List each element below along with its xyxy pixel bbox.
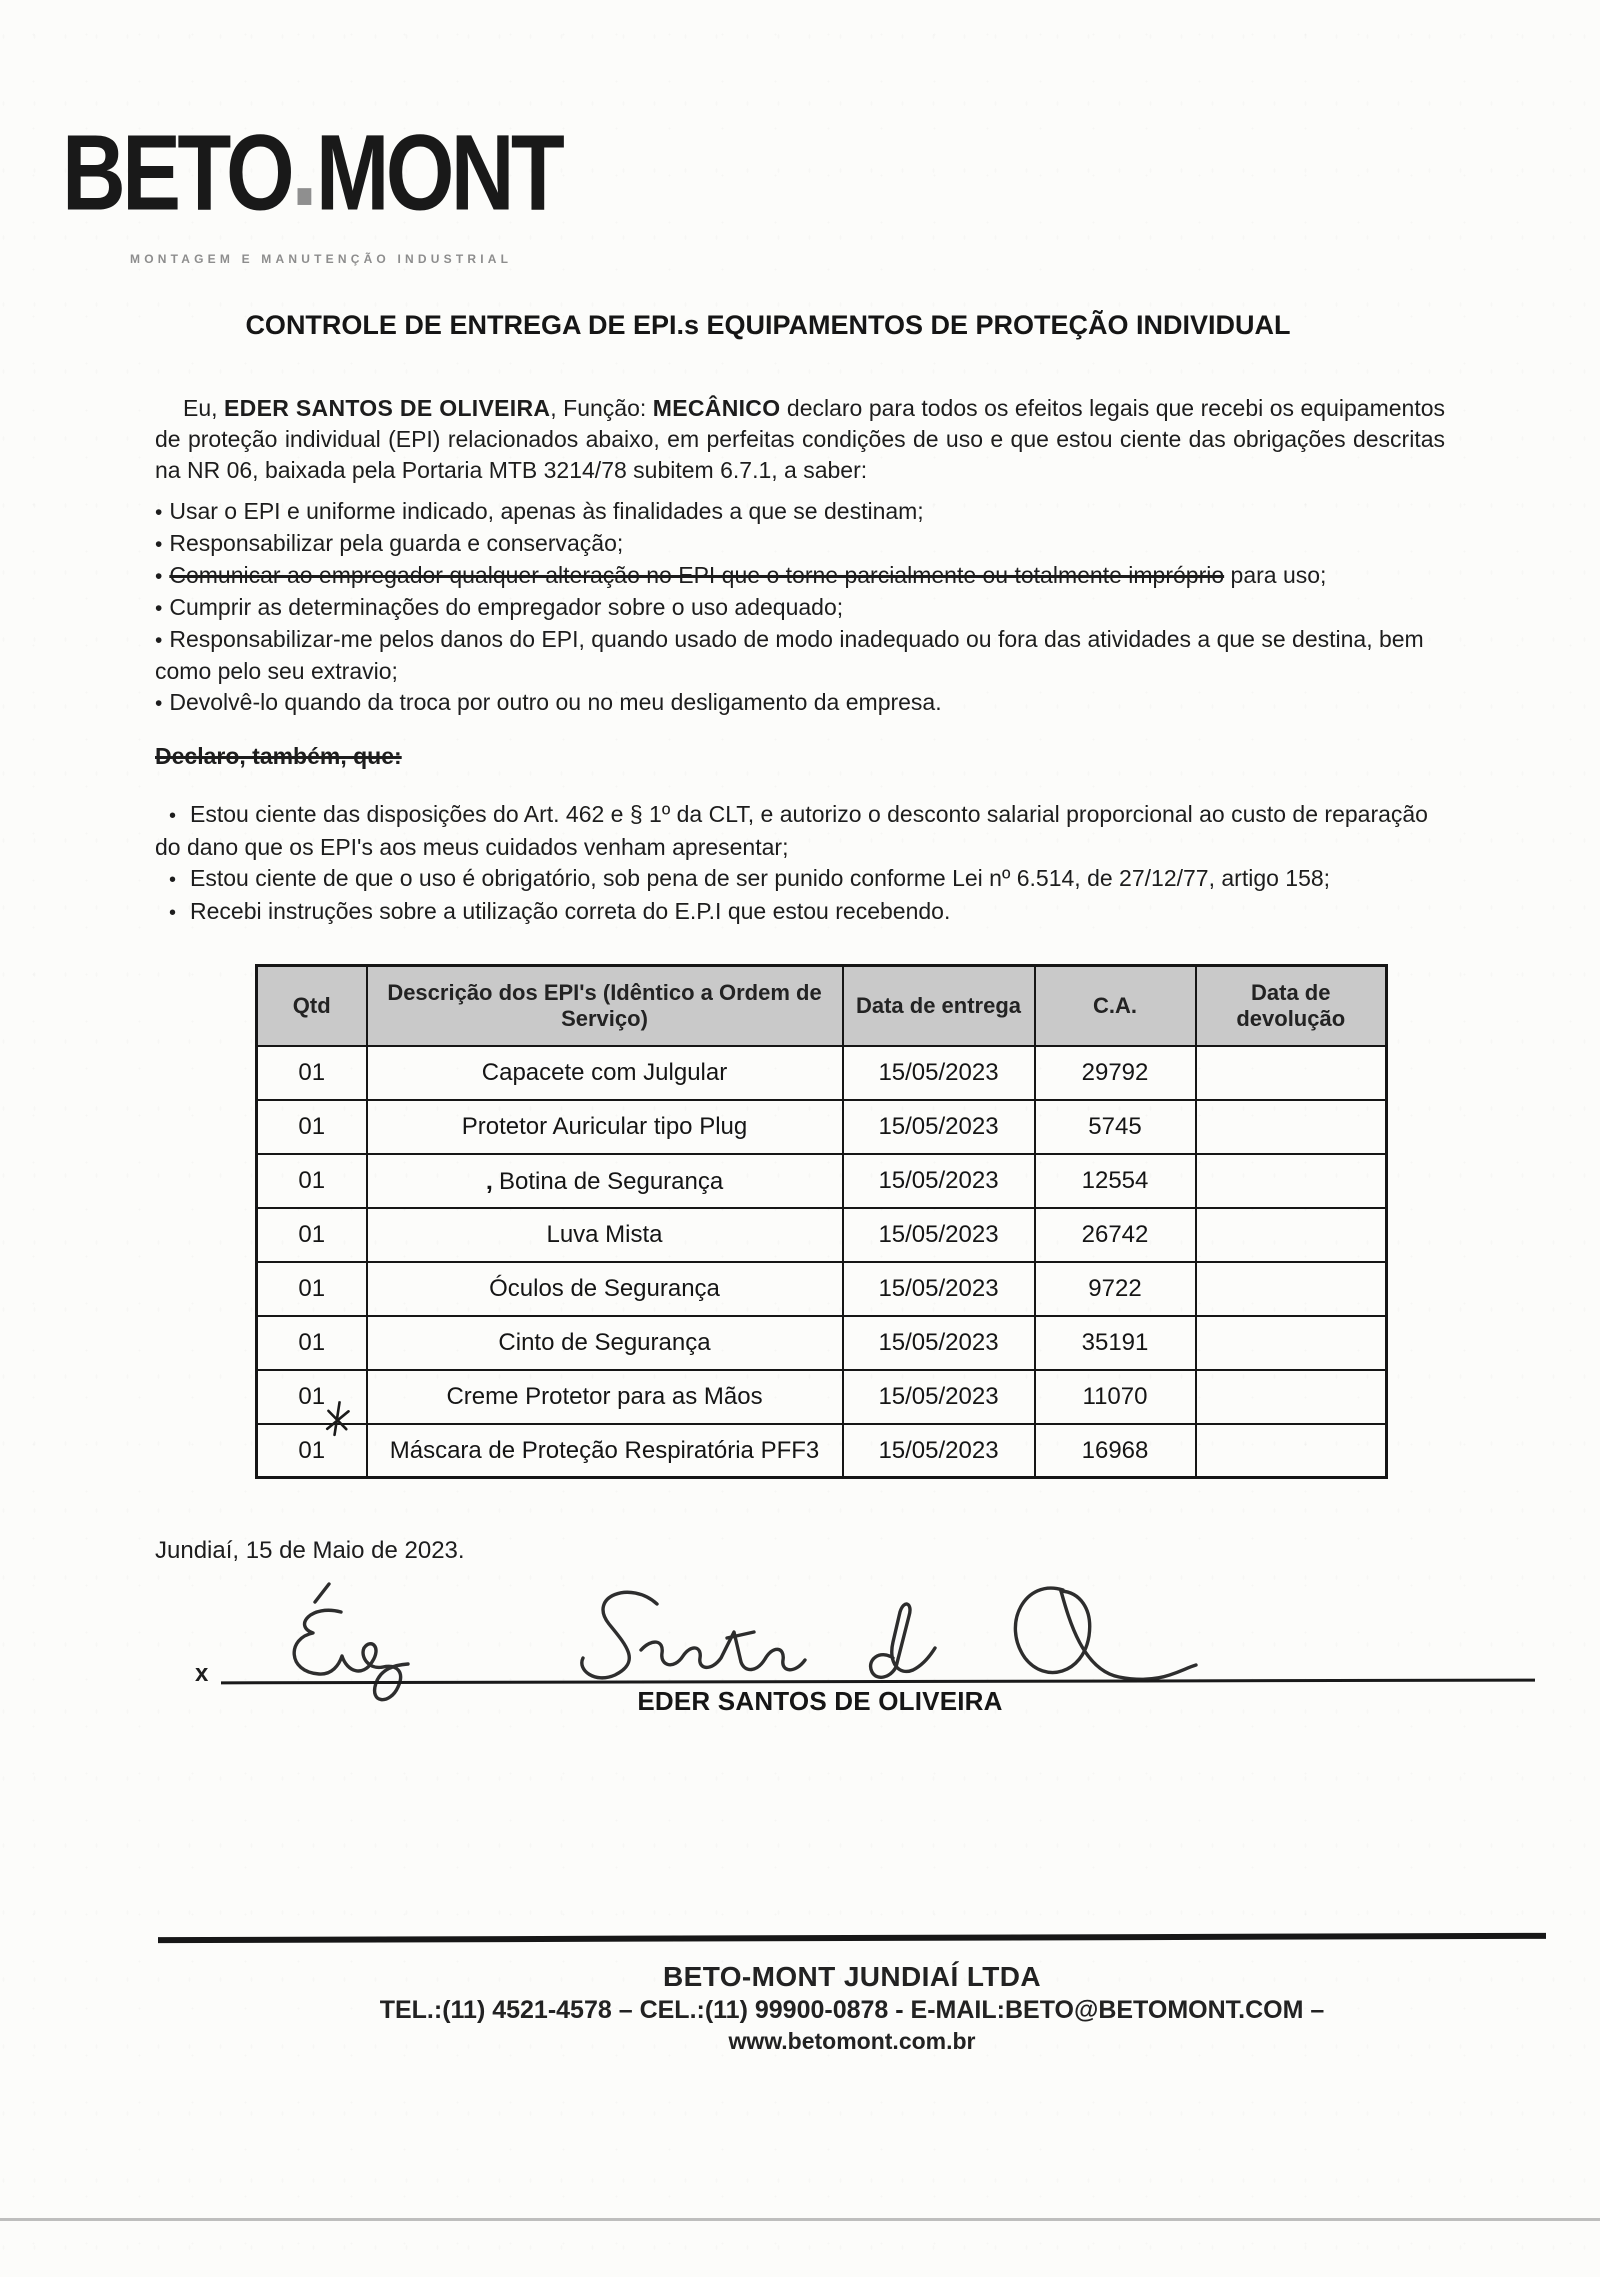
cell-entrega: 15/05/2023 [843,1262,1035,1316]
intro-mid: , Função: [550,395,653,421]
cell-ca: 9722 [1035,1262,1196,1316]
list-item [155,624,1445,687]
obligation-text: Usar o EPI e uniforme indicado, apenas às finalidades a que se destinam; [169,498,924,524]
cell-desc: Luva Mista [367,1208,843,1262]
table-row [257,1370,1387,1424]
cell-ca: 16968 [1035,1424,1196,1478]
declarations-list [155,799,1445,929]
table-header-qtd: Qtd [257,966,367,1046]
signature-printed-name: EDER SANTOS DE OLIVEIRA [637,1686,1003,1716]
table-row [257,1154,1387,1208]
cell-devolucao [1196,1262,1387,1316]
table-row [257,1424,1387,1478]
employee-name: EDER SANTOS DE OLIVEIRA [224,395,551,421]
qtd-text: 01 [298,1383,326,1410]
obligation-text: Responsabilizar pela guarda e conservação; [169,530,624,556]
cell-qtd: 01 [257,1262,367,1316]
bottom-scan-line [0,2218,1600,2221]
table-row [257,1316,1387,1370]
obligation-text: para uso; [1224,562,1327,588]
cell-ca: 26742 [1035,1208,1196,1262]
list-item [155,528,1445,560]
table-header-descricao: Descrição dos EPI's (Idêntico a Ordem de Serviço) [367,966,843,1046]
handwritten-comma-mark: ‚ [485,1164,494,1195]
handwritten-star-mark [321,1399,352,1446]
list-item [155,799,1445,863]
cell-devolucao [1196,1424,1387,1478]
cell-desc: Creme Protetor para as Mãos [367,1370,843,1424]
cell-entrega: 15/05/2023 [843,1370,1035,1424]
table-header-data-entrega: Data de entrega [843,966,1035,1046]
cell-desc: Máscara de Proteção Respiratória PFF3 [367,1424,843,1478]
cell-devolucao [1196,1208,1387,1262]
cell-entrega: 15/05/2023 [843,1100,1035,1154]
logo-beto: BETO [62,113,292,233]
cell-qtd: 01 [257,1154,367,1208]
cell-entrega: 15/05/2023 [843,1316,1035,1370]
cell-desc: Cinto de Segurança [367,1316,843,1370]
document-title: CONTROLE DE ENTREGA DE EPI.s EQUIPAMENTOS DE PROTEÇÃO INDIVIDUAL [245,310,1291,340]
logo-mont: MONT [315,113,562,233]
date-place-line: Jundiaí, 15 de Maio de 2023. [155,1537,465,1564]
cell-entrega: 15/05/2023 [843,1424,1035,1478]
table-row [257,1208,1387,1262]
page-footer [0,1935,1600,2055]
cell-qtd: 01 [257,1100,367,1154]
cell-ca: 5745 [1035,1100,1196,1154]
cell-devolucao [1196,1100,1387,1154]
list-item [155,592,1445,624]
intro-paragraph [155,393,1445,486]
cell-desc: Capacete com Julgular [367,1046,843,1100]
cell-devolucao [1196,1046,1387,1100]
cell-desc: Protetor Auricular tipo Plug [367,1100,843,1154]
cell-devolucao [1196,1316,1387,1370]
declaration-text: Recebi instruções sobre a utilização correta do E.P.I que estou recebendo. [190,898,951,924]
logo-dot-icon [297,188,311,205]
obligation-text: Responsabilizar-me pelos danos do EPI, quando usado de modo inadequado ou fora das atividades a que se destina, bem como pelo seu extravio; [155,626,1424,684]
cell-desc [367,1154,843,1208]
company-logo [62,112,605,266]
cell-ca: 12554 [1035,1154,1196,1208]
cell-entrega: 15/05/2023 [843,1154,1035,1208]
cell-qtd: 01 [257,1046,367,1100]
obligation-text: Devolvê-lo quando da troca por outro ou no meu desligamento da empresa. [169,689,942,715]
list-item [155,863,1445,896]
cell-qtd: 01 [257,1424,367,1478]
cell-entrega: 15/05/2023 [843,1046,1035,1100]
table-row [257,1262,1387,1316]
logo-wordmark [62,112,561,235]
cell-qtd: 01 [257,1316,367,1370]
footer-divider [158,1933,1546,1943]
intro-pre: Eu, [183,395,225,421]
desc-text: Botina de Segurança [499,1167,724,1195]
obligation-text-struck: Comunicar ao empregador qualquer alteração no EPI que o torne parcialmente ou totalmente impróprio [169,562,1225,588]
footer-texts [158,1961,1546,2055]
footer-contact-line: TEL.:(11) 4521-4578 – CEL.:(11) 99900-0878 - E-MAIL:BETO@BETOMONT.COM – [379,1996,1325,2024]
employee-role: MECÂNICO [652,395,781,421]
signature-x-mark: x [195,1660,209,1687]
logo-tagline: MONTAGEM E MANUTENÇÃO INDUSTRIAL [130,252,513,266]
cell-devolucao [1196,1154,1387,1208]
list-item [155,896,1445,929]
table-row [257,1046,1387,1100]
cell-devolucao [1196,1370,1387,1424]
cell-ca: 11070 [1035,1370,1196,1424]
list-item [155,560,1445,592]
epi-table [255,964,1388,1479]
declaration-text: Estou ciente de que o uso é obrigatório, sob pena de ser punido conforme Lei nº 6.514, de 27/12/77, artigo 158; [190,865,1331,891]
obligation-text: Cumprir as determinações do empregador sobre o uso adequado; [169,594,844,620]
cell-ca: 35191 [1035,1316,1196,1370]
document-body [155,393,1445,1772]
footer-company-name: BETO-MONT JUNDIAÍ LTDA [663,1961,1041,1992]
cell-qtd [257,1370,367,1424]
cell-ca: 29792 [1035,1046,1196,1100]
declaro-heading: Declaro, também, que: [155,743,402,769]
table-row [257,1100,1387,1154]
list-item [155,496,1445,528]
list-item [155,687,1445,719]
footer-website: www.betomont.com.br [728,2028,976,2054]
signature-block [155,1582,1445,1772]
intro-rest: declaro para todos os efeitos legais que recebi os equipamentos de proteção individual (EPI) relacionados abaixo, em perfeitas condições de uso e que estou ciente das obrigações descritas na NR 06, baixada pela Portaria MTB 3214/78 subitem 6.7.1, a saber: [155,395,1445,483]
table-header-ca: C.A. [1035,966,1196,1046]
obligations-list [155,496,1445,719]
table-header-row [257,966,1387,1046]
table-header-data-devolucao: Data de devolução [1196,966,1387,1046]
declaration-text: Estou ciente das disposições do Art. 462 e § 1º da CLT, e autorizo o desconto salarial proporcional ao custo de reparação do dano que os EPI's aos meus cuidados venham apresentar; [155,801,1428,860]
cell-desc: Óculos de Segurança [367,1262,843,1316]
cell-entrega: 15/05/2023 [843,1208,1035,1262]
cell-qtd: 01 [257,1208,367,1262]
